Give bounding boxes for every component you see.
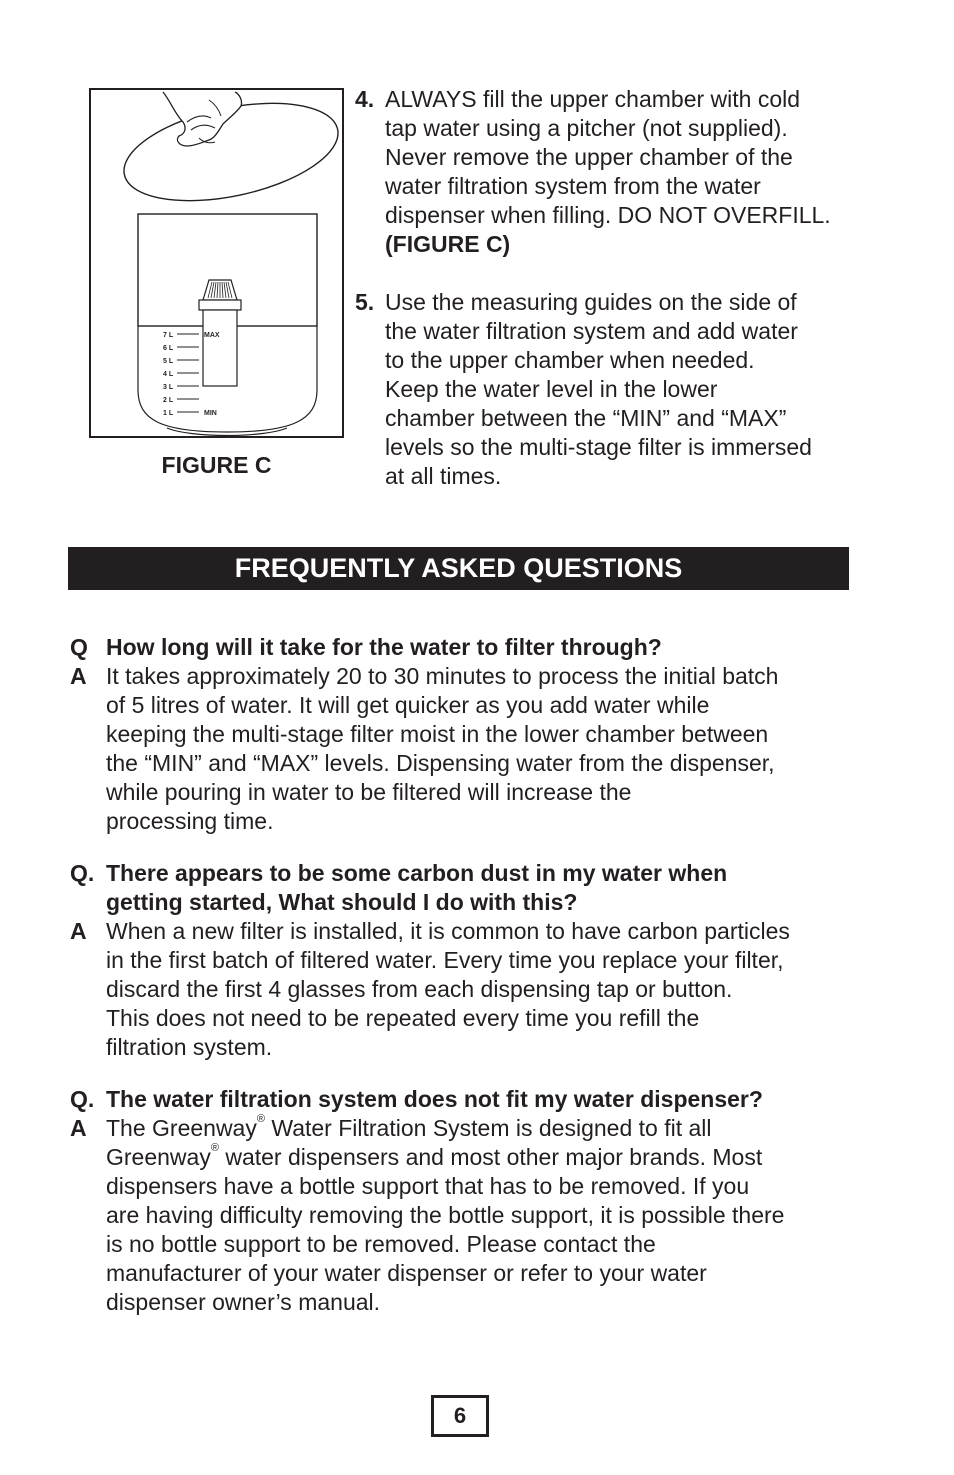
step-number: 5. (355, 289, 375, 315)
answer-marker: A (70, 918, 87, 944)
scale-label: 5 L (163, 358, 174, 365)
scale-label: 6 L (163, 345, 174, 352)
step-text: ALWAYS fill the upper chamber with cold tap water using a pitcher (not supplied). Never remove the upper chamber of the water filtration system from the water dispenser when filling. DO NOT OVERFILL. (385, 86, 831, 228)
question-text: There appears to be some carbon dust in my water when getting started, What should I do with this? (106, 860, 728, 915)
faq-question (70, 1085, 870, 1114)
step-5 (355, 288, 875, 491)
figure-caption: FIGURE C (161, 452, 272, 478)
hand-shape (163, 92, 242, 146)
question-text: How long will it take for the water to filter through? (106, 634, 662, 660)
answer-text (106, 1115, 784, 1315)
figure-reference: (FIGURE C) (385, 231, 511, 257)
answer-text-part: Water Filtration System is designed to fit all Greenway (106, 1115, 712, 1170)
registered-mark: ® (256, 1113, 265, 1125)
answer-marker: A (70, 663, 87, 689)
figure-c-illustration (89, 88, 344, 438)
faq-question (70, 859, 870, 917)
answer-text: When a new filter is installed, it is common to have carbon particles in the first batch of filtered water. Every time you replace your filter, discard the first 4 glasses from each dispensing tap or button. This does not need to be repeated every time you refill the filtration system. (106, 918, 790, 1060)
instruction-steps (355, 85, 875, 491)
faq-answer (70, 1114, 870, 1317)
filter-body (203, 310, 237, 386)
faq-heading: FREQUENTLY ASKED QUESTIONS (68, 547, 849, 590)
filtration-system-drawing (91, 90, 342, 436)
question-text: The water filtration system does not fit my water dispenser? (106, 1086, 763, 1112)
faq-question (70, 633, 870, 662)
step-4 (355, 85, 875, 259)
answer-text-part: The Greenway (106, 1115, 257, 1141)
question-marker: Q (70, 634, 88, 660)
page-number: 6 (431, 1395, 489, 1437)
question-marker: Q. (70, 1086, 95, 1112)
registered-mark: ® (210, 1142, 219, 1154)
max-label: MAX (204, 332, 220, 339)
faq-answer (70, 917, 870, 1062)
scale-label: 1 L (163, 410, 174, 417)
step-text: Use the measuring guides on the side of the water filtration system and add water to the upper chamber when needed. Keep the water level in the lower chamber between the “MIN” and “MAX” levels so the multi-stage filter is immersed at all times. (385, 289, 812, 489)
answer-marker: A (70, 1115, 87, 1141)
step-number: 4. (355, 86, 375, 112)
scale-label: 2 L (163, 397, 174, 404)
scale-label: 4 L (163, 371, 174, 378)
scale-label: 7 L (163, 332, 174, 339)
answer-text: It takes approximately 20 to 30 minutes to process the initial batch of 5 litres of water. It will get quicker as you add water while keeping the multi-stage filter moist in the lower chamber between the “MIN” and “MAX” levels. Dispensing water from the dispenser, while pouring in water to be filtered will increase the processing time. (106, 663, 779, 834)
question-marker: Q. (70, 860, 95, 886)
min-label: MIN (204, 410, 217, 417)
scale-label: 3 L (163, 384, 174, 391)
answer-text-part: water dispensers and most other major brands. Most dispensers have a bottle support that has to be removed. If you are having difficulty removing the bottle support, it is possible there is no bottle support to be removed. Please contact the manufacturer of your water dispenser or refer to your water dispenser owner’s manual. (106, 1144, 785, 1315)
faq-list (70, 633, 870, 1317)
faq-answer (70, 662, 870, 836)
